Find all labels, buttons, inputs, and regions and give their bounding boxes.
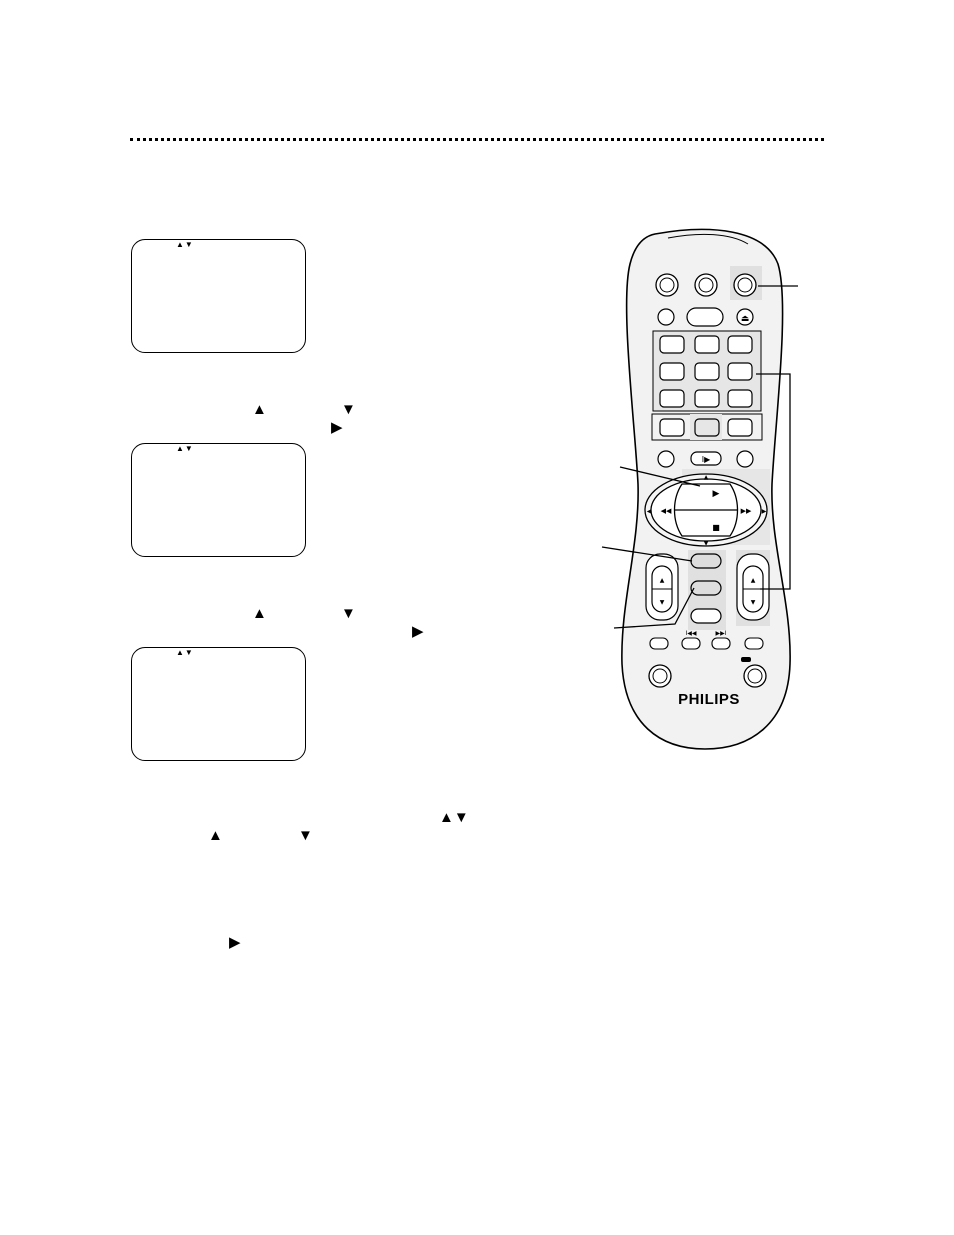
number-key xyxy=(728,419,752,436)
updown-hint: ▲▼ xyxy=(176,240,194,249)
svg-text:▼: ▼ xyxy=(750,599,756,606)
svg-text:▲: ▲ xyxy=(659,577,665,584)
dotted-section-rule xyxy=(130,138,824,141)
updown-hint: ▲▼ xyxy=(176,648,194,657)
updown-hint: ▲▼ xyxy=(176,444,194,453)
up-arrow-icon: ▲ xyxy=(252,401,267,418)
stop-icon: ■ xyxy=(712,523,720,532)
updown-arrow-icon: ▲▼ xyxy=(439,809,469,826)
left-arrow-icon: ◀ xyxy=(646,508,652,515)
up-arrow-icon: ▲ xyxy=(208,827,223,844)
play-icon: ▶ xyxy=(712,489,720,499)
slow-icon: I▶ xyxy=(701,455,711,464)
number-key xyxy=(695,363,719,380)
record-button xyxy=(744,665,766,687)
small-oval-button xyxy=(745,638,763,649)
number-key xyxy=(728,390,752,407)
small-round-button xyxy=(658,451,674,467)
remote-control-illustration xyxy=(600,224,810,764)
menu-button xyxy=(691,554,721,568)
up-arrow-icon: ▲ xyxy=(703,474,709,481)
round-button xyxy=(656,274,678,296)
oval-button xyxy=(691,609,721,623)
tv-screen-3 xyxy=(131,647,306,761)
down-arrow-icon: ▼ xyxy=(341,605,356,622)
tv-screen-2 xyxy=(131,443,306,557)
down-arrow-icon: ▼ xyxy=(341,401,356,418)
round-button xyxy=(695,274,717,296)
small-round-button xyxy=(658,309,674,325)
small-oval-button xyxy=(650,638,668,649)
play-arrow-icon: ▶ xyxy=(229,934,241,951)
small-round-button xyxy=(737,451,753,467)
play-arrow-icon: ▶ xyxy=(331,419,343,436)
power-button xyxy=(734,274,756,296)
number-key xyxy=(660,419,684,436)
philips-logo: PHILIPS xyxy=(678,691,740,708)
skip-forward-button xyxy=(712,638,730,649)
number-key xyxy=(728,336,752,353)
number-key xyxy=(695,336,719,353)
down-arrow-icon: ▼ xyxy=(298,827,313,844)
tv-screen-1 xyxy=(131,239,306,353)
round-button xyxy=(649,665,671,687)
number-key xyxy=(695,390,719,407)
number-key xyxy=(660,363,684,380)
skip-back-icon: I◀◀ xyxy=(685,630,697,637)
number-key xyxy=(660,390,684,407)
up-arrow-icon: ▲ xyxy=(252,605,267,622)
skip-forward-icon: ▶▶I xyxy=(715,630,727,637)
top-round-buttons xyxy=(656,274,756,296)
clear-button xyxy=(691,581,721,595)
record-indicator xyxy=(741,657,751,662)
fast-forward-icon: ▶▶ xyxy=(740,507,752,515)
skip-back-button xyxy=(682,638,700,649)
right-arrow-icon: ▶ xyxy=(761,508,767,515)
rewind-icon: ◀◀ xyxy=(660,507,672,515)
svg-text:▲: ▲ xyxy=(750,577,756,584)
eject-icon: ⏏ xyxy=(740,314,750,324)
svg-text:▼: ▼ xyxy=(659,599,665,606)
number-pad xyxy=(660,336,752,407)
number-key xyxy=(660,336,684,353)
down-arrow-icon: ▼ xyxy=(703,540,709,547)
number-key xyxy=(728,363,752,380)
play-arrow-icon: ▶ xyxy=(412,623,424,640)
oval-button xyxy=(687,308,723,326)
number-key-zero xyxy=(695,419,719,436)
